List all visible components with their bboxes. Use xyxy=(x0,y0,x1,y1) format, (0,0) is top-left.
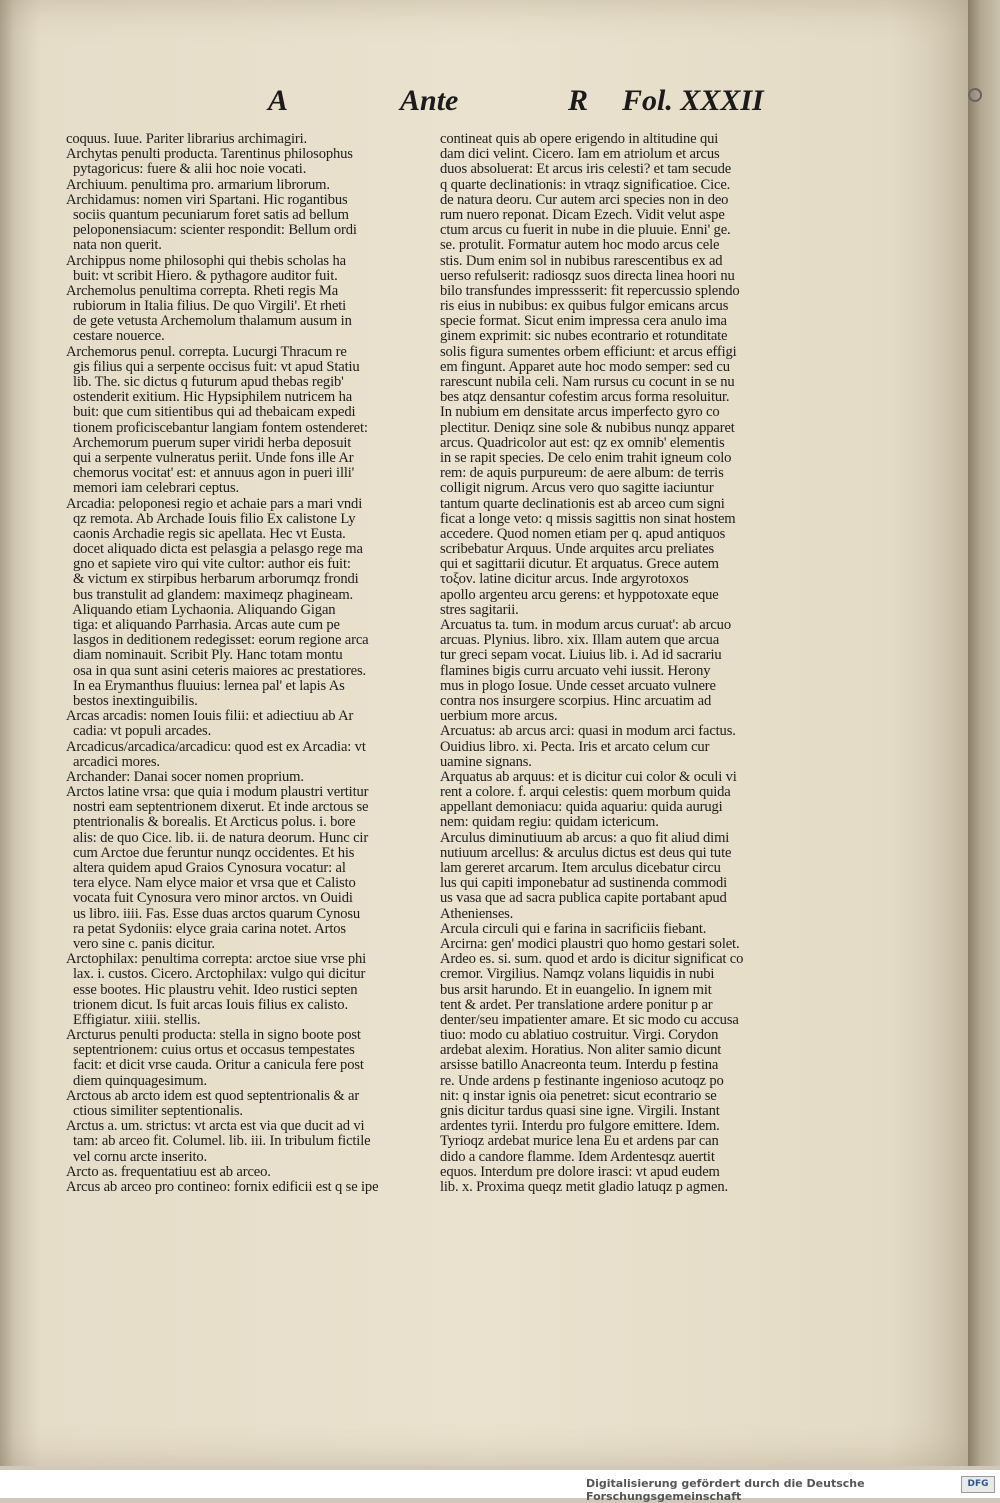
text-line: de gete vetusta Archemolum thalamum ausum in xyxy=(66,313,352,330)
text-line: rubiorum in Italia filius. De quo Virgili'. Et rheti xyxy=(66,298,347,315)
text-line: flamines bigis curru arcuato vehi iussit. Herony xyxy=(440,662,711,679)
text-line: buit: vt scribit Hiero. & pythagore auditor fuit. xyxy=(66,267,338,284)
text-line: Arcuatus ta. tum. in modum arcus curuat': ab arcuo xyxy=(440,617,731,633)
text-line: stres sagitarii. xyxy=(440,601,519,618)
text-line: equos. Interdum pre dolore irasci: vt apud eudem xyxy=(440,1163,720,1180)
text-line: Arcirna: gen' modici plaustri quo homo gestari solet. xyxy=(440,935,740,952)
right-column xyxy=(440,132,795,1195)
text-line: tiga: et aliquando Parrhasia. Arcas aute cum pe xyxy=(66,617,340,633)
text-line: de natura deoru. Cur autem arci species non in deo xyxy=(440,191,729,208)
text-line: bilo transfundes impressserit: fit repercussio splendo xyxy=(440,282,740,299)
text-line: bus arsit harundo. Et in euangelio. In ignem mit xyxy=(440,981,712,998)
text-line: gno et sapiete viro qui vite cultor: author eis fuit: xyxy=(66,556,351,573)
text-line: em fingunt. Apparet aute hoc modo semper: sed cu xyxy=(440,358,730,375)
text-line: cestare nouerce. xyxy=(66,328,165,345)
text-line: Arcadicus/arcadica/arcadicu: quod est ex Arcadia: vt xyxy=(66,738,366,755)
text-line: ctum arcus cu fuerit in nube in die pluuie. Enni' ge. xyxy=(440,222,731,239)
text-line: tionem proficiscebantur langiam fontem ostenderet: xyxy=(66,419,368,436)
header-mark: R xyxy=(568,84,589,117)
text-line: rum nuero reponat. Dicam Ezech. Vidit velut aspe xyxy=(440,206,725,223)
text-line: arsisse batillo Anacreonta teum. Interdu p festina xyxy=(440,1057,719,1074)
text-line: ostenderit exitium. Hic Hypsiphilem nutricem ha xyxy=(66,389,353,406)
text-line: lib. The. sic dictus q futurum apud thebas regib' xyxy=(66,374,344,390)
text-line: Arcula circuli qui e farina in sacrificiis fiebant. xyxy=(440,920,707,937)
text-line: tantum quarte declinationis est ab arceo cum signi xyxy=(440,495,725,512)
text-line: Athenienses. xyxy=(440,905,514,922)
text-line: duos absoluerat: Et arcus iris celesti? et tam secude xyxy=(440,161,732,178)
text-line: ra petat Sydoniis: elyce graia carina notet. Artos xyxy=(66,920,346,937)
text-line: ardentes tyrii. Interdu pro fulgore emittere. Idem. xyxy=(440,1118,720,1135)
text-line: re. Unde ardens p festinante ingenioso acutoqz po xyxy=(440,1072,724,1089)
text-line: tur greci sepam vocat. Liuius lib. i. Ad id sacrariu xyxy=(440,647,722,664)
text-line: bus transtulit ad glandem: maximeqz phagineam. xyxy=(66,586,354,603)
text-line: lib. x. Proxima queqz metit gladio latuqz p agmen. xyxy=(440,1178,728,1195)
text-line: se. protulit. Formatur autem hoc modo arcus cele xyxy=(440,237,720,254)
running-head xyxy=(268,84,808,124)
text-line: Tyrioqz ardebat murice lena Eu et ardens par can xyxy=(440,1133,719,1150)
text-line: lasgos in deditionem redegisset: eorum regione arca xyxy=(66,632,369,649)
text-line: Archytas penulti producta. Tarentinus philosophus xyxy=(66,146,353,163)
text-line: coquus. Iuue. Pariter librarius archimagiri. xyxy=(66,131,308,147)
text-line: ardebat alexim. Horatius. Non aliter samio dicunt xyxy=(440,1042,722,1059)
text-line: bes atqz densantur cofestim arcus forma resoluitur. xyxy=(440,389,730,406)
text-line: alis: de quo Cice. lib. ii. de natura deorum. Hunc cir xyxy=(66,829,369,846)
text-line: Arculus diminutiuum ab arcus: a quo fit aliud dimi xyxy=(440,829,730,846)
text-line: mus in plogo Iosue. Unde cesset arcuato vulnere xyxy=(440,677,716,694)
text-line: lax. i. custos. Cicero. Arctophilax: vulgo qui dicitur xyxy=(66,966,366,983)
text-line: Arcturus penulti producta: stella in signo boote post xyxy=(66,1027,361,1044)
text-line: Arctous ab arcto idem est quod septentrionalis & ar xyxy=(66,1087,360,1104)
text-line: us vasa que ad sacra publica capite portabant apud xyxy=(440,890,727,907)
text-line: apollo argenteu arcu gerens: et hyppotoxate eque xyxy=(440,586,719,603)
text-line: us libro. iiii. Fas. Esse duas arctos quarum Cynosu xyxy=(66,905,361,922)
text-line: sociis quantum pecuniarum foret satis ad bellum xyxy=(66,206,349,223)
header-word: Ante xyxy=(400,84,459,117)
text-line: qui a serpente vulneratus periit. Unde fons ille Ar xyxy=(66,449,354,466)
folio-number: Fol. XXXII xyxy=(622,84,764,117)
text-line: nutiuum arcellus: & arculus dictus est deus qui tute xyxy=(440,844,732,861)
left-column xyxy=(66,132,436,1195)
text-line: vocata fuit Cynosura vero minor arctos. vn Ouidi xyxy=(66,890,353,907)
text-line: arcuas. Plynius. libro. xix. Illam autem que arcua xyxy=(440,632,720,649)
text-line: septentrionem: cuius ortus et occasus tempestates xyxy=(66,1042,355,1059)
text-line: Effigiatur. xiiii. stellis. xyxy=(66,1011,201,1028)
text-line: peloponensiacum: scienter respondit: Bellum ordi xyxy=(66,222,357,239)
text-line: ctious similiter septentionalis. xyxy=(66,1103,243,1119)
text-line: arcus. Quadricolor aut est: qz ex omnib' elementis xyxy=(440,434,725,451)
text-line: In nubium em densitate arcus imperfecto gyro co xyxy=(440,404,720,421)
text-line: esse bootes. Hic plaustru vehit. Ideo rustici septen xyxy=(66,981,358,998)
text-line: qui et sagittarii dicutur. Et arquatus. Grece autem xyxy=(440,556,719,573)
text-line: rent a colore. f. arqui celestis: quem morbum quida xyxy=(440,784,731,801)
text-line: cremor. Virgilius. Namqz volans liquidis in nubi xyxy=(440,966,715,983)
text-line: Arcas arcadis: nomen Iouis filii: et adiectiuu ab Ar xyxy=(66,708,354,725)
text-line: tiuo: modo cu ablatiuo costruitur. Virgi. Corydon xyxy=(440,1027,719,1044)
text-line: gis filius qui a serpente occisus fuit: vt apud Statiu xyxy=(66,358,360,375)
footer-credit: Digitalisierung gefördert durch die Deutsche Forschungsgemeinschaft xyxy=(586,1477,865,1503)
text-line: facit: et dicit vrse cauda. Oritur a canicula fere post xyxy=(66,1057,364,1074)
text-line: scribebatur Arquus. Unde arquites arcu preliates xyxy=(440,541,715,558)
text-line: buit: que cum sitientibus qui ad thebaicam expedi xyxy=(66,404,356,421)
text-line: accedere. Quod nomen etiam per q. apud antiquos xyxy=(440,525,726,542)
text-line: q quarte declinationis: in vtraqz significatioe. Cice. xyxy=(440,176,731,193)
text-line: stis. Dum enim sol in nubibus rarescentibus ex ad xyxy=(440,252,723,269)
text-line: Aliquando etiam Lychaonia. Aliquando Gigan xyxy=(66,601,336,618)
text-line: contineat quis ab opere erigendo in altitudine qui xyxy=(440,131,719,147)
text-line: caonis Archadie regis sic apellata. Hec vt Eusta. xyxy=(66,525,346,542)
text-line: diem quinquagesimum. xyxy=(66,1072,207,1089)
dfg-logo: DFG xyxy=(961,1476,995,1493)
text-line: bestos inextinguibilis. xyxy=(66,692,198,709)
text-line: rarescunt nubila celi. Nam rursus cu cocunt in se nu xyxy=(440,374,735,390)
text-line: tent & ardet. Per translatione ardere ponitur p ar xyxy=(440,996,713,1013)
text-line: chemorus vocitat' est: et annuus agon in pueri illi' xyxy=(66,465,355,482)
header-letter: A xyxy=(268,84,289,117)
text-line: ficat a longe veto: q missis sagittis non sinat hostem xyxy=(440,510,736,527)
text-line: denter/seu impatienter amare. Et sic modo cu accusa xyxy=(440,1011,739,1028)
text-line: in se rapit species. De celo enim trahit igneum colo xyxy=(440,449,732,466)
text-line: Arcuatus: ab arcus arci: quasi in modum arci factus. xyxy=(440,723,736,740)
text-line: solis figura sumentes orbem efficiunt: et arcus effigi xyxy=(440,343,737,360)
footer-bar xyxy=(0,1470,1000,1503)
text-line: lus qui capiti imponebatur ad sustinenda commodi xyxy=(440,875,728,892)
text-line: arcadici mores. xyxy=(66,753,160,770)
text-line: Archemorum puerum super viridi herba deposuit xyxy=(66,434,352,451)
text-line: altera quidem apud Graios Cynosura vocatur: al xyxy=(66,860,346,876)
text-line: cadia: vt populi arcades. xyxy=(66,723,212,740)
text-line: ginem exprimit: sic nubes econtrario et rotunditate xyxy=(440,328,728,345)
text-line: nem: quidam regiu: quidam ictericum. xyxy=(440,814,659,831)
text-line: Arctophilax: penultima correpta: arctoe siue vrse phi xyxy=(66,951,367,968)
text-line: diam nominauit. Scribit Ply. Hanc totam montu xyxy=(66,647,343,664)
text-line: Ardeo es. si. sum. quod et ardo is dicitur significat co xyxy=(440,951,744,968)
text-line: ris eius in nubibus: ex quibus fulgor emicans arcus xyxy=(440,298,729,315)
text-line: qz remota. Ab Archade Iouis filio Ex calistone Ly xyxy=(66,510,356,527)
text-line: plectitur. Deniqz sine sole & nubibus nunqz apparet xyxy=(440,419,735,436)
text-line: rem: de aquis purpureum: de aere album: de terris xyxy=(440,465,724,482)
text-line: Arquatus ab arquus: et is dicitur cui color & oculi vi xyxy=(440,768,737,785)
text-line: vero sine c. panis dicitur. xyxy=(66,935,215,952)
text-line: uamine signans. xyxy=(440,753,532,770)
text-line: dam dici velint. Cicero. Iam em atriolum et arcus xyxy=(440,146,720,163)
text-line: pytagoricus: fuere & alii hoc noie vocati. xyxy=(66,161,307,178)
text-line: colligit nigrum. Arcus vero quo sagitte iaciuntur xyxy=(440,480,714,497)
text-line: & victum ex stirpibus herbarum arborumqz frondi xyxy=(66,571,359,588)
page-edge xyxy=(968,0,1000,1466)
text-line: ptentrionalis & borealis. Et Arcticus polus. i. bore xyxy=(66,814,356,831)
text-line: Archander: Danai socer nomen proprium. xyxy=(66,768,304,785)
text-line: Ouidius libro. xi. Pecta. Iris et arcato celum cur xyxy=(440,738,710,755)
text-line: Archemolus penultima correpta. Rheti regis Ma xyxy=(66,282,339,299)
text-line: vel cornu arcte inserito. xyxy=(66,1148,208,1165)
text-line: trionem dicut. Is fuit arcas Iouis filius ex calisto. xyxy=(66,996,348,1013)
text-line: Archemorus penul. correpta. Lucurgi Thracum re xyxy=(66,343,347,360)
text-line: appellant demoniacu: quida aquariu: quida aurugi xyxy=(440,799,723,816)
text-line: nit: q instar ignis oia penetret: sicut econtrario se xyxy=(440,1087,717,1104)
text-line: lam gereret arcarum. Item arculus dicebatur circu xyxy=(440,860,721,876)
text-line: cum Arctoe due feruntur nunqz occidentes. Et his xyxy=(66,844,355,861)
text-line: memori iam celebrari ceptus. xyxy=(66,480,239,497)
text-line: Archidamus: nomen viri Spartani. Hic rogantibus xyxy=(66,191,348,208)
text-line: tera elyce. Nam elyce maior et vrsa que et Calisto xyxy=(66,875,356,892)
ring-mark xyxy=(968,88,982,102)
text-line: Arcadia: peloponesi regio et achaie pars a mari vndi xyxy=(66,495,363,512)
text-line: uerso refulserit: radiosqz suos directa linea hoori nu xyxy=(440,267,735,284)
text-line: contra nos insurgere scorpius. Hinc arcuatim ad xyxy=(440,692,712,709)
text-line: Archiuum. penultima pro. armarium librorum. xyxy=(66,176,330,193)
text-line: Arctus a. um. strictus: vt arcta est via que ducit ad vi xyxy=(66,1118,365,1135)
text-line: dido a candore flamme. Idem Ardentesqz auertit xyxy=(440,1148,715,1165)
text-line: nostri eam septentrionem dixerut. Et inde arctous se xyxy=(66,799,369,816)
text-line: Arcto as. frequentatiuu est ab arceo. xyxy=(66,1163,271,1180)
text-line: Archippus nome philosophi qui thebis scholas ha xyxy=(66,252,346,269)
text-line: Arctos latine vrsa: que quia i modum plaustri vertitur xyxy=(66,784,369,801)
text-line: osa in qua sunt asini ceteris maiores ac prestatiores. xyxy=(66,662,367,679)
text-line: gnis dicitur tardus quasi sine igne. Virgili. Instant xyxy=(440,1103,720,1119)
text-line: τοξον. latine dicitur arcus. Inde argyrotoxos xyxy=(440,571,689,588)
text-line: docet aliquado dicta est pelasgia a pelasgo rege ma xyxy=(66,541,363,558)
text-line: tam: ab arceo fit. Columel. lib. iii. In tribulum fictile xyxy=(66,1133,371,1150)
text-line: In ea Erymanthus fluuius: lernea pal' et lapis As xyxy=(66,677,345,694)
text-line: specie format. Sicut enim impressa cera anulo ima xyxy=(440,313,727,330)
text-line: uerbium more arcus. xyxy=(440,708,558,725)
text-line: nata non querit. xyxy=(66,237,162,254)
text-line: Arcus ab arceo pro contineo: fornix edificii est q se ipe xyxy=(66,1178,379,1195)
